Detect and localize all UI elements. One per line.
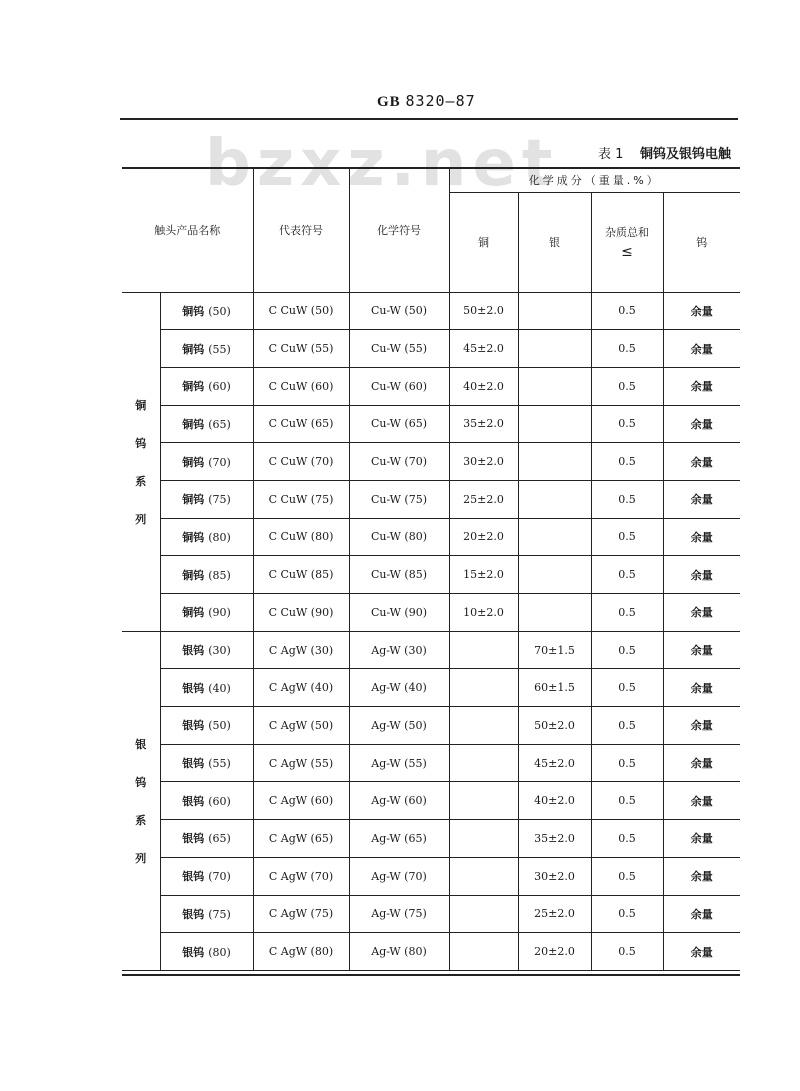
cell-impurities: 0.5 [591, 518, 663, 556]
table-bottom-rule [122, 974, 740, 976]
header-code-symbol: 代表符号 [253, 168, 349, 292]
cell-product-name [160, 744, 253, 782]
cell-chem-symbol: Ag-W (60) [349, 782, 449, 820]
table-row [122, 518, 740, 556]
cell-tungsten: 余量 [663, 933, 740, 971]
cell-copper [449, 631, 518, 669]
cell-tungsten: 余量 [663, 782, 740, 820]
cell-chem-symbol: Cu-W (55) [349, 330, 449, 368]
cell-chem-symbol: Ag-W (50) [349, 707, 449, 745]
cell-impurities: 0.5 [591, 631, 663, 669]
cell-chem-symbol: Cu-W (90) [349, 594, 449, 632]
cell-silver [518, 367, 591, 405]
cell-chem-symbol: Cu-W (70) [349, 443, 449, 481]
cell-code-symbol: C CuW (80) [253, 518, 349, 556]
header-product-name: 触头产品名称 [122, 168, 253, 292]
cell-product-name [160, 556, 253, 594]
cell-chem-symbol: Ag-W (40) [349, 669, 449, 707]
table-row [122, 669, 740, 707]
cell-copper: 15±2.0 [449, 556, 518, 594]
product-name-text: 银钨 [182, 870, 205, 884]
cell-impurities: 0.5 [591, 857, 663, 895]
product-grade: (55) [208, 342, 231, 356]
group-label-silver-tungsten [122, 631, 160, 970]
cell-copper [449, 895, 518, 933]
product-name-text: 银钨 [182, 681, 205, 695]
cell-chem-symbol: Ag-W (70) [349, 857, 449, 895]
cell-copper: 20±2.0 [449, 518, 518, 556]
cell-tungsten: 余量 [663, 480, 740, 518]
cell-copper [449, 820, 518, 858]
cell-product-name [160, 631, 253, 669]
product-name-text: 银钨 [182, 757, 205, 771]
cell-copper: 45±2.0 [449, 330, 518, 368]
standard-code [377, 92, 476, 111]
table-row [122, 744, 740, 782]
cell-copper [449, 669, 518, 707]
product-grade: (85) [208, 568, 231, 582]
cell-chem-symbol: Cu-W (50) [349, 292, 449, 330]
product-grade: (50) [208, 719, 231, 733]
product-grade: (75) [208, 493, 231, 507]
cell-impurities: 0.5 [591, 594, 663, 632]
cell-code-symbol: C AgW (60) [253, 782, 349, 820]
group-label-char: 钨 [135, 436, 147, 450]
cell-silver: 40±2.0 [518, 782, 591, 820]
cell-tungsten: 余量 [663, 857, 740, 895]
cell-code-symbol: C CuW (75) [253, 480, 349, 518]
cell-tungsten: 余量 [663, 292, 740, 330]
cell-impurities: 0.5 [591, 744, 663, 782]
table-row [122, 933, 740, 971]
cell-code-symbol: C CuW (70) [253, 443, 349, 481]
cell-tungsten: 余量 [663, 443, 740, 481]
cell-product-name [160, 292, 253, 330]
table-row [122, 707, 740, 745]
product-grade: (60) [208, 380, 231, 394]
cell-silver: 45±2.0 [518, 744, 591, 782]
cell-silver: 70±1.5 [518, 631, 591, 669]
cell-silver [518, 330, 591, 368]
cell-chem-symbol: Ag-W (80) [349, 933, 449, 971]
group-label-char: 钨 [135, 775, 147, 789]
cell-code-symbol: C AgW (75) [253, 895, 349, 933]
cell-tungsten: 余量 [663, 820, 740, 858]
cell-code-symbol: C CuW (60) [253, 367, 349, 405]
product-grade: (75) [208, 907, 231, 921]
product-name-text: 铜钨 [182, 606, 205, 620]
cell-code-symbol: C AgW (70) [253, 857, 349, 895]
cell-copper: 40±2.0 [449, 367, 518, 405]
standard-number: 8320—87 [405, 92, 476, 110]
cell-tungsten: 余量 [663, 669, 740, 707]
cell-silver [518, 443, 591, 481]
cell-product-name [160, 895, 253, 933]
cell-impurities: 0.5 [591, 443, 663, 481]
table-row [122, 631, 740, 669]
product-grade: (90) [208, 606, 231, 620]
cell-chem-symbol: Ag-W (65) [349, 820, 449, 858]
cell-chem-symbol: Ag-W (30) [349, 631, 449, 669]
cell-impurities: 0.5 [591, 707, 663, 745]
cell-impurities: 0.5 [591, 782, 663, 820]
product-grade: (50) [208, 304, 231, 318]
cell-copper [449, 933, 518, 971]
cell-product-name [160, 857, 253, 895]
cell-chem-symbol: Cu-W (75) [349, 480, 449, 518]
header-chem-symbol: 化学符号 [349, 168, 449, 292]
cell-silver: 30±2.0 [518, 857, 591, 895]
product-name-text: 银钨 [182, 644, 205, 658]
composition-table [122, 167, 740, 971]
product-name-text: 铜钨 [182, 417, 205, 431]
cell-copper: 35±2.0 [449, 405, 518, 443]
cell-code-symbol: C AgW (50) [253, 707, 349, 745]
cell-code-symbol: C AgW (30) [253, 631, 349, 669]
product-name-text: 银钨 [182, 719, 205, 733]
cell-product-name [160, 330, 253, 368]
header-impurities [591, 192, 663, 292]
header-impurities-op: ≤ [621, 244, 633, 260]
header-copper: 铜 [449, 192, 518, 292]
product-grade: (65) [208, 417, 231, 431]
table-title [598, 143, 731, 162]
cell-tungsten: 余量 [663, 518, 740, 556]
cell-product-name [160, 518, 253, 556]
cell-impurities: 0.5 [591, 933, 663, 971]
product-name-text: 铜钨 [182, 530, 205, 544]
cell-chem-symbol: Cu-W (60) [349, 367, 449, 405]
cell-product-name [160, 367, 253, 405]
cell-tungsten: 余量 [663, 367, 740, 405]
cell-impurities: 0.5 [591, 292, 663, 330]
cell-impurities: 0.5 [591, 480, 663, 518]
product-name-text: 银钨 [182, 832, 205, 846]
group-label-char: 列 [135, 851, 147, 865]
cell-product-name [160, 405, 253, 443]
cell-tungsten: 余量 [663, 330, 740, 368]
table-row [122, 895, 740, 933]
product-name-text: 银钨 [182, 907, 205, 921]
cell-copper: 25±2.0 [449, 480, 518, 518]
cell-code-symbol: C CuW (50) [253, 292, 349, 330]
cell-silver [518, 556, 591, 594]
group-label-char: 铜 [135, 398, 147, 412]
standard-prefix: GB [377, 94, 401, 110]
product-grade: (70) [208, 870, 231, 884]
cell-silver: 25±2.0 [518, 895, 591, 933]
cell-copper [449, 744, 518, 782]
cell-silver [518, 594, 591, 632]
cell-code-symbol: C AgW (80) [253, 933, 349, 971]
cell-silver: 50±2.0 [518, 707, 591, 745]
header-tungsten: 钨 [663, 192, 740, 292]
cell-copper [449, 782, 518, 820]
product-grade: (65) [208, 832, 231, 846]
product-name-text: 铜钨 [182, 304, 205, 318]
product-grade: (80) [208, 530, 231, 544]
product-name-text: 铜钨 [182, 568, 205, 582]
cell-product-name [160, 782, 253, 820]
cell-tungsten: 余量 [663, 744, 740, 782]
cell-product-name [160, 480, 253, 518]
cell-impurities: 0.5 [591, 895, 663, 933]
cell-impurities: 0.5 [591, 556, 663, 594]
cell-copper [449, 707, 518, 745]
product-grade: (55) [208, 757, 231, 771]
product-name-text: 铜钨 [182, 493, 205, 507]
product-name-text: 银钨 [182, 945, 205, 959]
table-row [122, 480, 740, 518]
product-grade: (30) [208, 644, 231, 658]
table-row [122, 367, 740, 405]
cell-chem-symbol: Cu-W (65) [349, 405, 449, 443]
cell-silver: 20±2.0 [518, 933, 591, 971]
table-row [122, 405, 740, 443]
product-name-text: 铜钨 [182, 342, 205, 356]
cell-code-symbol: C AgW (65) [253, 820, 349, 858]
cell-tungsten: 余量 [663, 405, 740, 443]
header-rule [120, 118, 738, 120]
group-label-char: 银 [135, 737, 147, 751]
cell-impurities: 0.5 [591, 820, 663, 858]
cell-code-symbol: C CuW (90) [253, 594, 349, 632]
cell-tungsten: 余量 [663, 594, 740, 632]
cell-impurities: 0.5 [591, 405, 663, 443]
product-name-text: 银钨 [182, 794, 205, 808]
cell-copper: 30±2.0 [449, 443, 518, 481]
cell-tungsten: 余量 [663, 707, 740, 745]
watermark: bzxz.net [205, 127, 559, 201]
table-row [122, 782, 740, 820]
table-number: 表 1 [598, 147, 624, 162]
cell-copper: 50±2.0 [449, 292, 518, 330]
cell-code-symbol: C CuW (65) [253, 405, 349, 443]
cell-code-symbol: C CuW (85) [253, 556, 349, 594]
cell-silver [518, 292, 591, 330]
group-label-char: 列 [135, 512, 147, 526]
header-silver: 银 [518, 192, 591, 292]
table-row [122, 443, 740, 481]
cell-silver: 60±1.5 [518, 669, 591, 707]
cell-silver: 35±2.0 [518, 820, 591, 858]
cell-copper: 10±2.0 [449, 594, 518, 632]
cell-product-name [160, 933, 253, 971]
group-label-copper-tungsten [122, 292, 160, 631]
product-grade: (40) [208, 681, 231, 695]
cell-chem-symbol: Cu-W (80) [349, 518, 449, 556]
table-row [122, 330, 740, 368]
cell-product-name [160, 594, 253, 632]
product-grade: (60) [208, 794, 231, 808]
table-row [122, 292, 740, 330]
table-row [122, 594, 740, 632]
cell-impurities: 0.5 [591, 330, 663, 368]
product-grade: (70) [208, 455, 231, 469]
cell-code-symbol: C AgW (40) [253, 669, 349, 707]
cell-product-name [160, 820, 253, 858]
table-caption: 铜钨及银钨电触 [639, 147, 731, 162]
table-row [122, 857, 740, 895]
cell-silver [518, 405, 591, 443]
cell-impurities: 0.5 [591, 669, 663, 707]
header-impurities-label: 杂质总和 [605, 226, 649, 239]
cell-silver [518, 518, 591, 556]
cell-silver [518, 480, 591, 518]
cell-product-name [160, 443, 253, 481]
cell-chem-symbol: Ag-W (75) [349, 895, 449, 933]
header-chem-composition: 化学成分（重量.%） [449, 168, 740, 192]
cell-impurities: 0.5 [591, 367, 663, 405]
product-grade: (80) [208, 945, 231, 959]
product-name-text: 铜钨 [182, 455, 205, 469]
table-row [122, 556, 740, 594]
cell-product-name [160, 669, 253, 707]
group-label-char: 系 [135, 474, 147, 488]
group-label-char: 系 [135, 813, 147, 827]
cell-tungsten: 余量 [663, 895, 740, 933]
product-name-text: 铜钨 [182, 380, 205, 394]
cell-code-symbol: C AgW (55) [253, 744, 349, 782]
table-row [122, 820, 740, 858]
cell-chem-symbol: Ag-W (55) [349, 744, 449, 782]
cell-copper [449, 857, 518, 895]
cell-code-symbol: C CuW (55) [253, 330, 349, 368]
cell-product-name [160, 707, 253, 745]
cell-tungsten: 余量 [663, 556, 740, 594]
cell-tungsten: 余量 [663, 631, 740, 669]
cell-chem-symbol: Cu-W (85) [349, 556, 449, 594]
